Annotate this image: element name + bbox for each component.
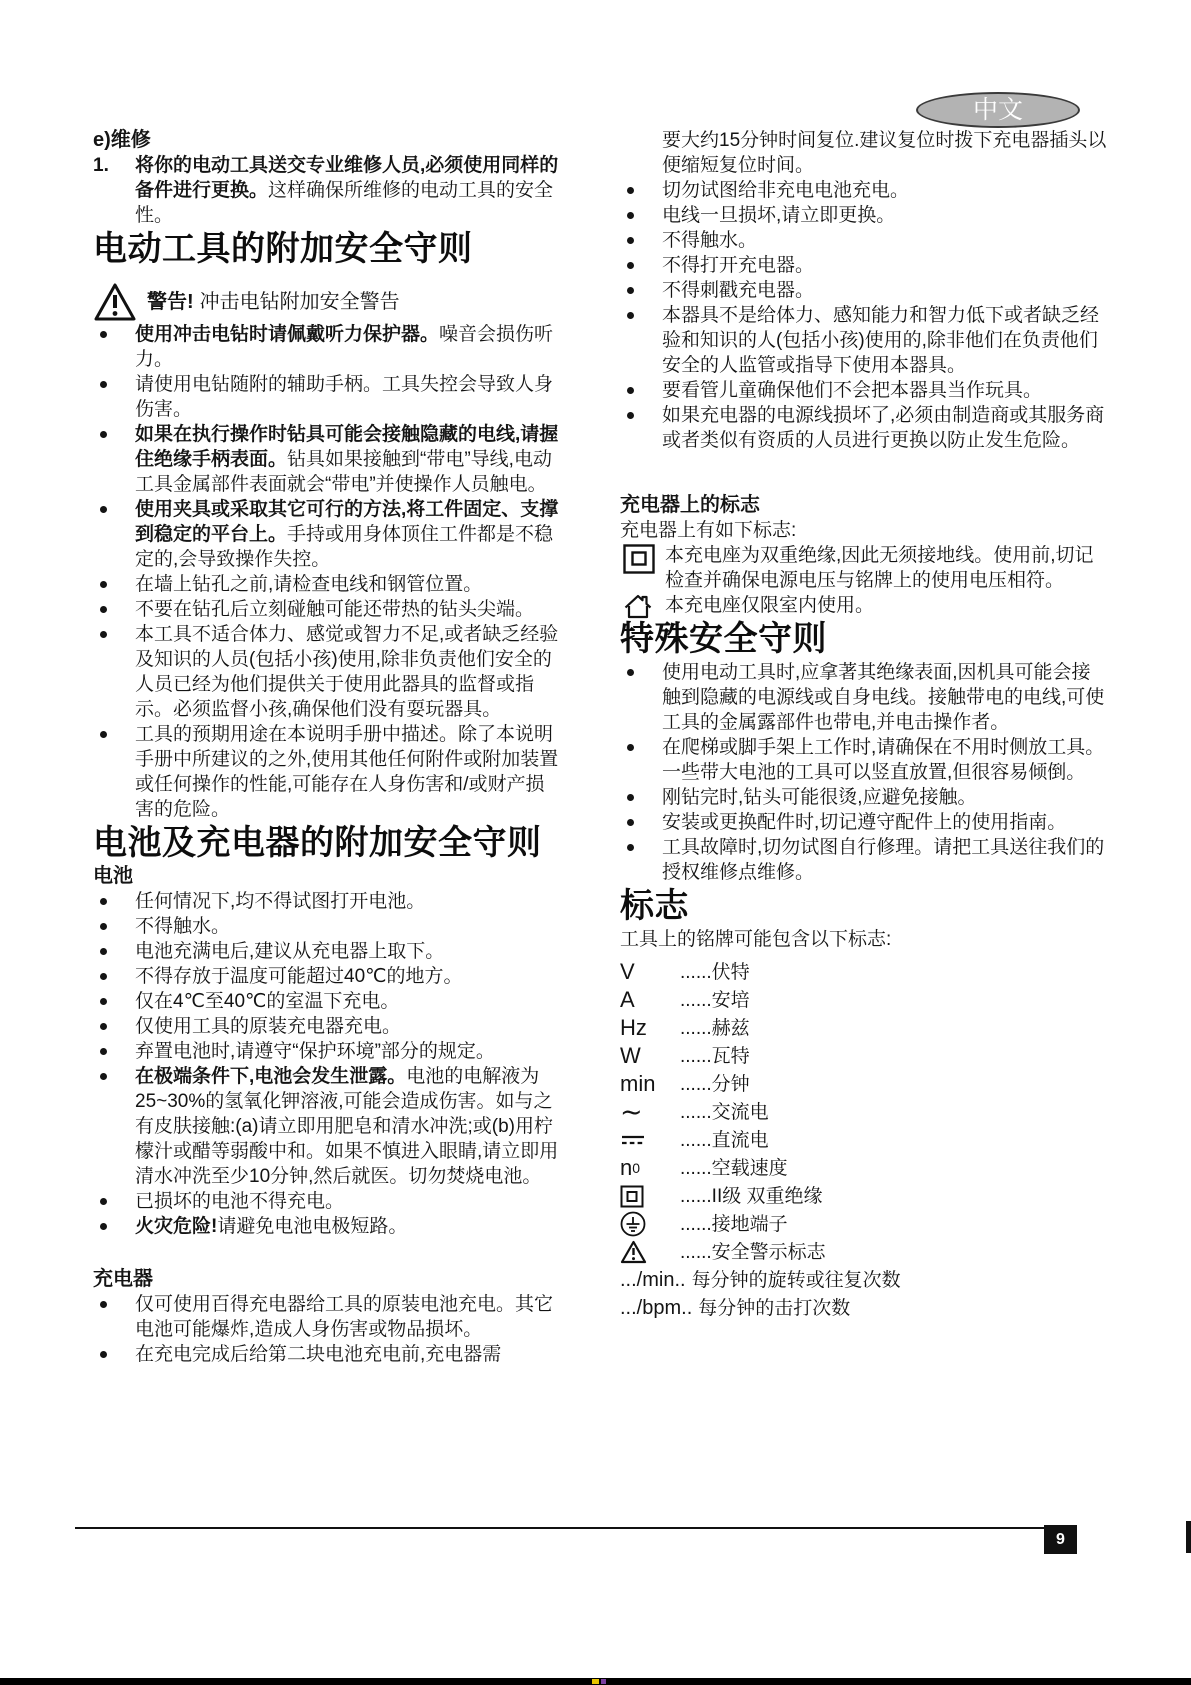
symbol-row-class2: ......II级 双重绝缘	[620, 1182, 1107, 1210]
symbol-row-watt: W ......瓦特	[620, 1043, 750, 1068]
battery-bullet: 在极端条件下,电池会发生泄露。电池的电解液为25~30%的氢氧化钾溶液,可能会造成伤害。如与之有皮肤接触:(a)请立即用肥皂和清水冲洗;或(b)用柠檬汁或醋等弱酸中和。如果不慎进入眼睛,请立即用清水冲洗至少10分钟,然后就医。切勿焚烧电池。	[93, 1064, 560, 1189]
safety-bullet: 本工具不适合体力、感觉或智力不足,或者缺乏经验及知识的人员(包括小孩)使用,除非负责他们安全的人员已经为他们提供关于使用此器具的监督或指示。必须监督小孩,确保他们没有耍玩器具。	[93, 622, 560, 722]
mark-double-insulation-row	[620, 543, 1107, 593]
safety-bullet: 请使用电钻随附的辅助手柄。工具失控会导致人身伤害。	[93, 372, 560, 422]
symbol-row-hertz: Hz ......赫兹	[620, 1015, 750, 1040]
symbols-intro: 工具上的铭牌可能包含以下标志:	[620, 929, 892, 950]
charger-bullet: 如果充电器的电源线损坏了,必须由制造商或其服务商或者类似有资质的人员进行更换以防止发生危险。	[620, 403, 1107, 453]
charger-bullet: 不得刺戳充电器。	[620, 278, 1107, 303]
volt-symbol: V	[620, 959, 635, 984]
safety-bullet: 工具的预期用途在本说明手册中描述。除了本说明手册中所建议的之外,使用其他任何附件或附加装置或任何操作的性能,可能存在人身伤害和/或财产损害的危险。	[93, 722, 560, 822]
mark-indoor-row	[620, 593, 1107, 618]
charger-continuation-paragraph: 要大约15分钟时间复位.建议复位时拨下充电器插头以便缩短复位时间。	[662, 130, 1107, 176]
earth-terminal-icon	[620, 1211, 680, 1237]
language-badge	[916, 92, 1080, 128]
battery-bullet: 电池充满电后,建议从充电器上取下。	[93, 939, 560, 964]
hertz-symbol: Hz	[620, 1015, 647, 1040]
house-icon	[623, 594, 653, 619]
rpm-symbol: .../min..	[620, 1269, 686, 1291]
safety-bullet: 使用冲击电钻时请佩戴听力保护器。噪音会损伤听力。	[93, 322, 560, 372]
charger-bullet: 切勿试图给非充电电池充电。	[620, 178, 1107, 203]
class2-double-insulation-icon	[620, 1185, 680, 1208]
ampere-symbol: A	[620, 987, 635, 1012]
safety-alert-triangle-icon	[620, 1240, 680, 1264]
symbol-row-no-load-speed: n 0 ......空载速度	[620, 1155, 788, 1180]
battery-bullet: 任何情况下,均不得试图打开电池。	[93, 889, 560, 914]
charger-bullet: 仅可使用百得充电器给工具的原装电池充电。其它电池可能爆炸,造成人身伤害或物品损坏。	[93, 1292, 560, 1342]
special-safety-list	[620, 660, 1107, 885]
footer-rule	[75, 1527, 1044, 1529]
charger-marks-intro: 充电器上有如下标志:	[620, 520, 797, 541]
print-registration-mark-purple	[601, 1679, 606, 1684]
battery-bullet: 仅在4℃至40℃的室温下充电。	[93, 989, 560, 1014]
battery-heading: 电池	[93, 865, 133, 887]
warning-row	[93, 282, 560, 322]
page-number: 9	[1056, 1531, 1065, 1548]
special-bullet: 刚钻完时,钻头可能很烫,应避免接触。	[620, 785, 1107, 810]
warning-triangle-icon	[93, 282, 137, 322]
service-heading: e)维修	[93, 129, 151, 151]
symbol-row-bpm: .../bpm.. 每分钟的击打次数	[620, 1294, 1107, 1322]
charger-safety-list-continued	[620, 178, 1107, 453]
battery-bullet: 不得触水。	[93, 914, 560, 939]
battery-bullet: 不得存放于温度可能超过40℃的地方。	[93, 964, 560, 989]
symbol-row-dc: ......直流电	[620, 1126, 1107, 1154]
special-bullet: 安装或更换配件时,切记遵守配件上的使用指南。	[620, 810, 1107, 835]
safety-bullet: 如果在执行操作时钻具可能会接触隐藏的电线,请握住绝缘手柄表面。钻具如果接触到“带电”导线,电动工具金属部件表面就会“带电”并使操作人员触电。	[93, 422, 560, 497]
mark-double-insulation-text: 本充电座为双重绝缘,因此无须接地线。使用前,切记检查并确保电源电压与铭牌上的使用电压相符。	[665, 545, 1094, 591]
symbol-row-minute: min ......分钟	[620, 1071, 750, 1096]
charger-safety-list	[93, 1292, 560, 1367]
special-bullet: 使用电动工具时,应拿著其绝缘表面,因机具可能会接触到隐藏的电源线或自身电线。接触带电的电线,可使工具的金属露部件也带电,并电击操作者。	[620, 660, 1107, 735]
safety-bullet: 在墙上钻孔之前,请检查电线和钢管位置。	[93, 572, 560, 597]
safety-bullet: 不要在钻孔后立刻碰触可能还带热的钻头尖端。	[93, 597, 560, 622]
service-item-text: 将你的电动工具送交专业维修人员,必须使用同样的备件进行更换。这样确保所维修的电动工具的安全性。	[135, 155, 559, 226]
print-registration-mark-yellow	[592, 1679, 599, 1684]
charger-bullet: 在充电完成后给第二块电池充电前,充电器需	[93, 1342, 560, 1367]
charger-marks-heading: 充电器上的标志	[620, 494, 760, 516]
symbol-row-ampere: A ......安培	[620, 987, 750, 1012]
battery-bullet: 已损坏的电池不得充电。	[93, 1189, 560, 1214]
language-badge-label: 中文	[972, 96, 1023, 124]
special-bullet: 在爬梯或脚手架上工作时,请确保在不用时侧放工具。一些带大电池的工具可以竖直放置,但很容易倾倒。	[620, 735, 1107, 785]
section-title-special-safety: 特殊安全守则	[620, 620, 827, 658]
safety-bullet: 使用夹具或采取其它可行的方法,将工件固定、支撑到稳定的平台上。手持或用身体顶住工件都是不稳定的,会导致操作失控。	[93, 497, 560, 572]
special-bullet: 工具故障时,切勿试图自行修理。请把工具送往我们的授权维修点维修。	[620, 835, 1107, 885]
battery-bullet: 弃置电池时,请遵守“保护环境”部分的规定。	[93, 1039, 560, 1064]
bpm-symbol: .../bpm..	[620, 1297, 693, 1319]
watt-symbol: W	[620, 1043, 641, 1068]
warning-text: 警告! 冲击电钻附加安全警告	[147, 290, 400, 313]
charger-bullet: 要看管儿童确保他们不会把本器具当作玩具。	[620, 378, 1107, 403]
charger-heading: 充电器	[93, 1268, 153, 1290]
page-number-badge	[1044, 1525, 1077, 1554]
service-item-number: 1.	[93, 155, 109, 176]
charger-bullet: 不得触水。	[620, 228, 1107, 253]
symbol-row-rpm: .../min.. 每分钟的旋转或往复次数	[620, 1266, 1107, 1294]
battery-bullet: 火灾危险!请避免电池电极短路。	[93, 1214, 560, 1239]
service-item	[93, 153, 560, 228]
symbol-row-ac: ∼ ......交流电	[620, 1097, 769, 1127]
no-load-speed-symbol: n 0	[620, 1155, 641, 1180]
minute-symbol: min	[620, 1071, 656, 1096]
battery-bullet: 仅使用工具的原装充电器充电。	[93, 1014, 560, 1039]
right-column	[620, 128, 1107, 1322]
print-edge-tab	[1186, 1521, 1191, 1553]
section-title-symbols: 标志	[620, 887, 689, 925]
charger-bullet: 本器具不是给体力、感知能力和智力低下或者缺乏经验和知识的人(包括小孩)使用的,除非他们在负责他们安全的人监管或指导下使用本器具。	[620, 303, 1107, 378]
left-column	[93, 128, 560, 1367]
charger-bullet: 不得打开充电器。	[620, 253, 1107, 278]
section-title-power-tool-safety: 电动工具的附加安全守则	[93, 230, 473, 268]
dc-current-icon	[620, 1133, 680, 1147]
symbol-row-earth: ......接地端子	[620, 1210, 1107, 1238]
mark-indoor-text: 本充电座仅限室内使用。	[665, 595, 875, 616]
battery-safety-list	[93, 889, 560, 1239]
section-title-battery-charger-safety: 电池及充电器的附加安全守则	[93, 824, 542, 862]
symbol-row-volt: V ......伏特	[620, 959, 750, 984]
symbol-row-safety-alert: ......安全警示标志	[620, 1238, 1107, 1266]
double-insulation-icon	[623, 544, 655, 574]
charger-bullet: 电线一旦损坏,请立即更换。	[620, 203, 1107, 228]
power-tool-safety-list	[93, 322, 560, 822]
ac-current-icon: ∼	[620, 1097, 643, 1127]
symbols-table	[620, 958, 1107, 1322]
